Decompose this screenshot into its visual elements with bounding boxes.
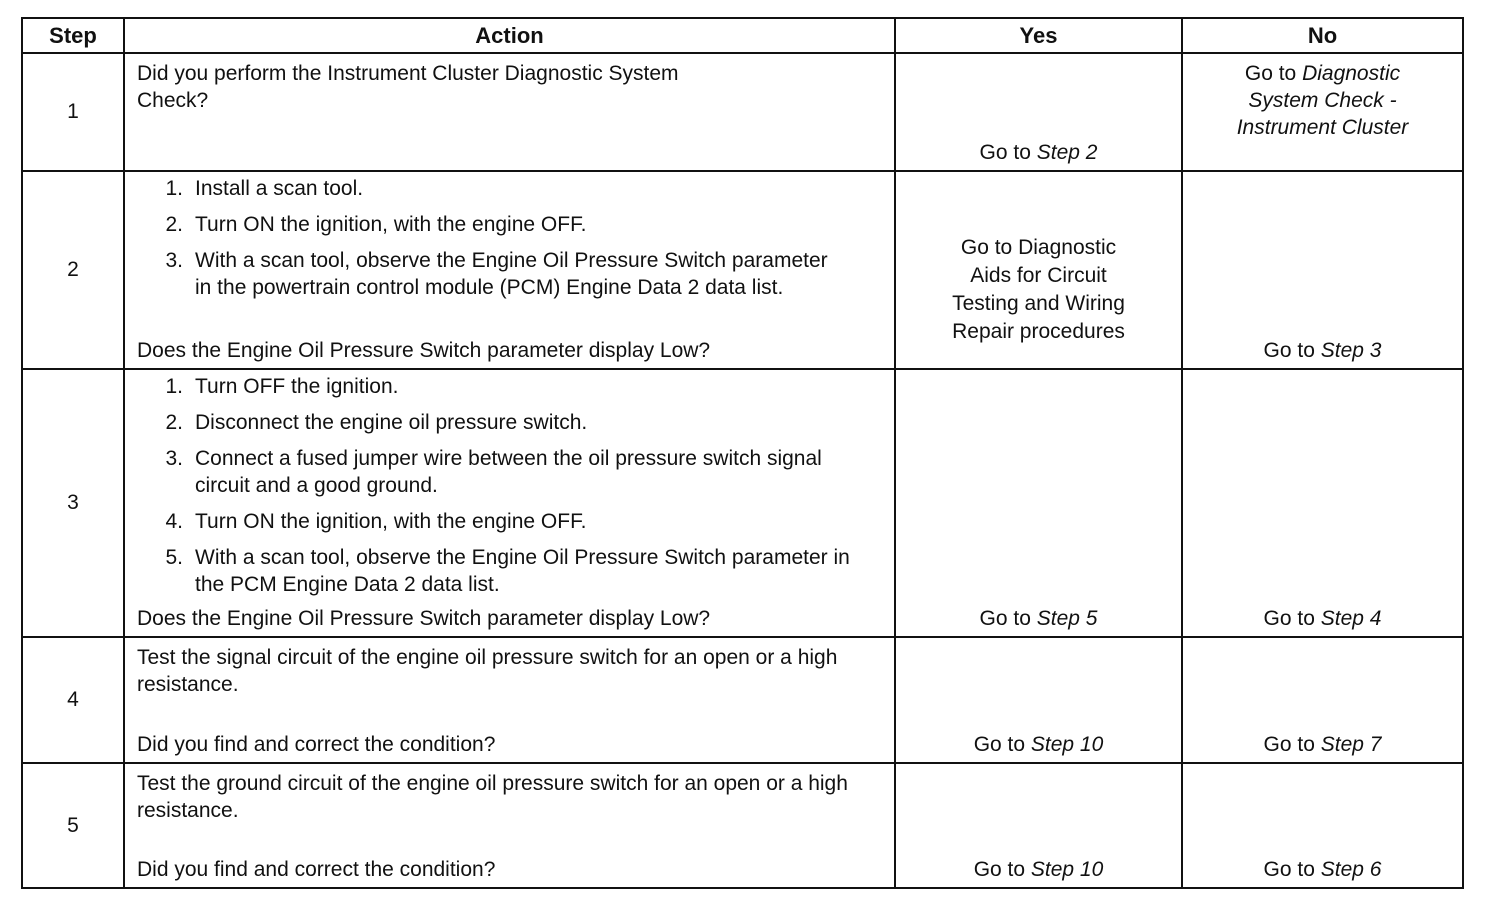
table-row bbox=[22, 53, 1463, 171]
no-goto: Go to Step 4 bbox=[1263, 607, 1382, 630]
action-question: Does the Engine Oil Pressure Switch parameter display Low? bbox=[137, 339, 711, 362]
action-text: Test the ground circuit of the engine oil pressure switch for an open or a high resistance. bbox=[137, 772, 848, 822]
no-goto: Go to Diagnostic System Check - Instrument Cluster bbox=[1236, 62, 1409, 139]
step-number: 3 bbox=[67, 491, 79, 514]
step-number: 5 bbox=[67, 813, 79, 837]
list-item: 5. With a scan tool, observe the Engine Oil Pressure Switch parameter in the PCM Engine Data 2 data list. bbox=[165, 546, 850, 596]
header-no: No bbox=[1182, 18, 1463, 53]
yes-goto: Go to Diagnostic Aids for Circuit Testing and Wiring Repair procedures bbox=[952, 236, 1125, 343]
no-goto: Go to Step 6 bbox=[1263, 858, 1382, 881]
action-list bbox=[137, 373, 877, 607]
step-number: 1 bbox=[67, 100, 79, 123]
action-text: Test the signal circuit of the engine oil pressure switch for an open or a high resistance. bbox=[137, 646, 838, 696]
header-yes: Yes bbox=[895, 18, 1182, 53]
table-header-row bbox=[22, 18, 1463, 53]
list-item: 1. Turn OFF the ignition. bbox=[165, 375, 399, 398]
yes-goto: Go to Step 10 bbox=[973, 858, 1104, 881]
table-row bbox=[22, 763, 1463, 888]
no-goto: Go to Step 7 bbox=[1263, 733, 1382, 756]
list-item: 3. With a scan tool, observe the Engine Oil Pressure Switch parameter in the powertrain control module (PCM) Engine Data 2 data list. bbox=[165, 249, 828, 299]
diagnostic-table bbox=[21, 17, 1464, 889]
list-item: 2. Disconnect the engine oil pressure switch. bbox=[165, 411, 588, 434]
action-list bbox=[137, 175, 847, 310]
header-step: Step bbox=[22, 18, 124, 53]
list-item: 4. Turn ON the ignition, with the engine OFF. bbox=[165, 510, 587, 533]
action-question: Did you find and correct the condition? bbox=[137, 858, 496, 881]
yes-goto: Go to Step 2 bbox=[979, 141, 1098, 164]
header-action: Action bbox=[124, 18, 895, 53]
yes-goto: Go to Step 5 bbox=[979, 607, 1098, 630]
action-question: Does the Engine Oil Pressure Switch parameter display Low? bbox=[137, 607, 711, 630]
step-number: 4 bbox=[67, 688, 79, 711]
action-question: Did you find and correct the condition? bbox=[137, 733, 496, 756]
no-goto: Go to Step 3 bbox=[1263, 339, 1382, 362]
step-number: 2 bbox=[67, 258, 79, 281]
table-row bbox=[22, 171, 1463, 369]
table-row bbox=[22, 637, 1463, 763]
list-item: 3. Connect a fused jumper wire between the oil pressure switch signal circuit and a good ground. bbox=[165, 447, 822, 497]
list-item: 2. Turn ON the ignition, with the engine OFF. bbox=[165, 213, 587, 236]
yes-goto: Go to Step 10 bbox=[973, 733, 1104, 756]
table-row bbox=[22, 369, 1463, 637]
action-text: Did you perform the Instrument Cluster Diagnostic System Check? bbox=[137, 62, 679, 112]
list-item: 1. Install a scan tool. bbox=[165, 177, 364, 200]
